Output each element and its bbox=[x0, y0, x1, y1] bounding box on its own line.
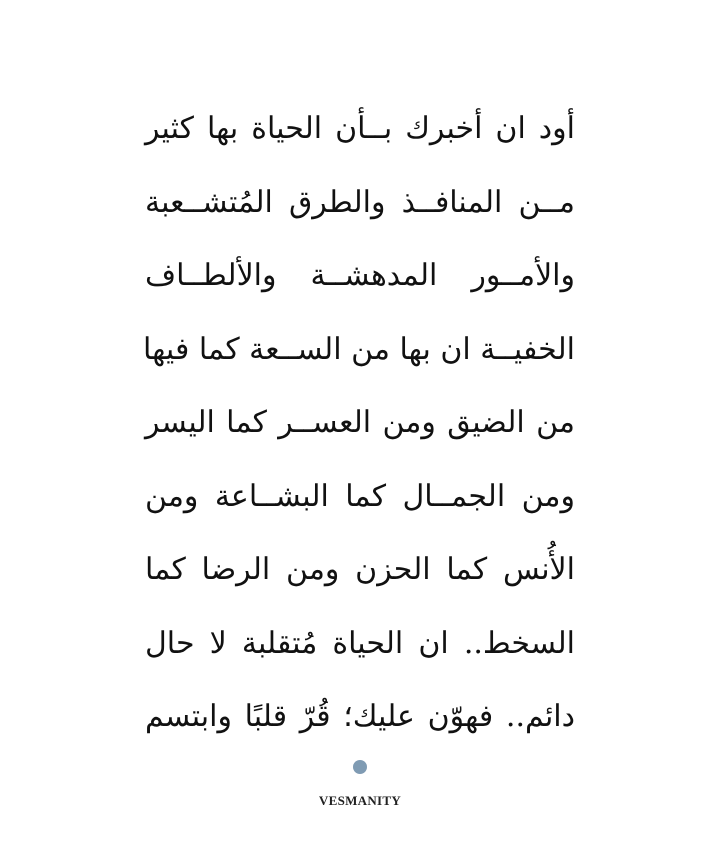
poem-line-3: والأمــور المدهشــة والألطــاف bbox=[145, 258, 575, 293]
poem-line-1: أود ان أخبرك بــأن الحياة بها كثير bbox=[145, 111, 575, 146]
poem-line-9: دائم.. فهوّن عليك؛ قُرّ قلبًا وابتسم bbox=[145, 699, 575, 734]
decorative-dot-icon bbox=[353, 760, 367, 774]
poem-line-6: ومن الجمــال كما البشــاعة ومن bbox=[145, 478, 575, 514]
poem-line-7: الأُنس كما الحزن ومن الرضا كما bbox=[145, 552, 575, 587]
poem-line-5: من الضيق ومن العســر كما اليسر bbox=[145, 405, 575, 440]
poem-line-2: مــن المنافــذ والطرق المُتشــعبة bbox=[145, 184, 575, 220]
poem-line-4: الخفيــة ان بها من الســعة كما فيها bbox=[142, 331, 575, 367]
poem-text bbox=[142, 92, 575, 754]
poem-line-8: السخط.. ان الحياة مُتقلبة لا حال bbox=[145, 625, 575, 661]
brand-name: VESMANITY bbox=[318, 793, 402, 808]
